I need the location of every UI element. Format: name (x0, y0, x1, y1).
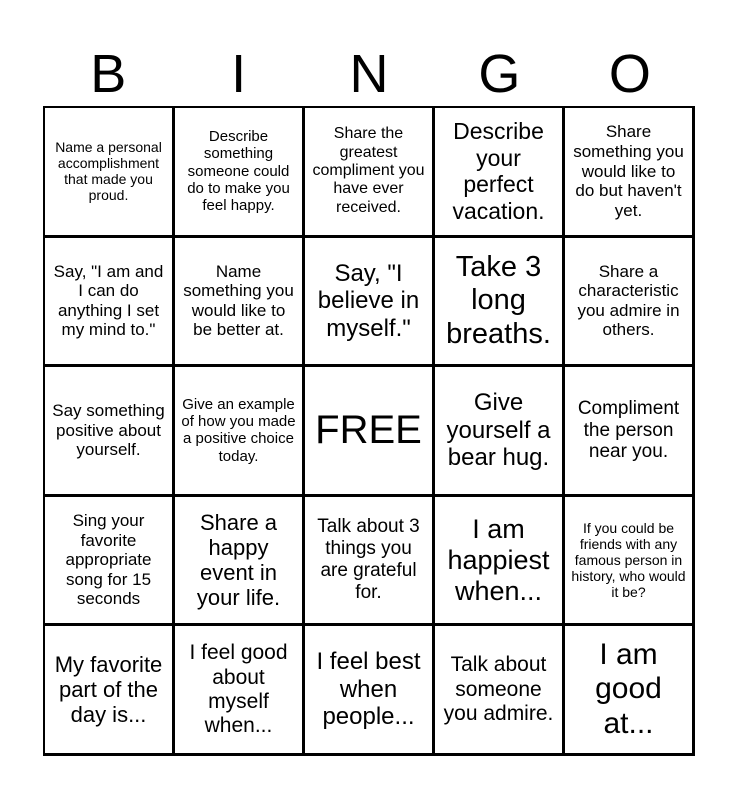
bingo-cell-r2-c4[interactable] (435, 238, 565, 368)
header-letter-b: B (90, 44, 127, 104)
cell-text: Give yourself a bear hug. (446, 389, 551, 472)
cell-text: I feel best when people... (316, 648, 421, 731)
bingo-cell-r5-c1[interactable] (45, 626, 175, 756)
bingo-cell-r3-c5[interactable] (565, 367, 695, 497)
bingo-cell-r1-c1[interactable] (45, 108, 175, 238)
bingo-header (43, 42, 695, 106)
bingo-cell-r4-c5[interactable] (565, 497, 695, 627)
cell-text: FREE (315, 408, 422, 453)
bingo-cell-r1-c4[interactable] (435, 108, 565, 238)
bingo-cell-r2-c3[interactable] (305, 238, 435, 368)
bingo-cell-r2-c5[interactable] (565, 238, 695, 368)
cell-text: Share a happy event in your life. (196, 509, 281, 611)
cell-text: Describe something someone could do to make you feel happy. (187, 128, 290, 215)
bingo-grid (43, 106, 695, 756)
cell-text: Compliment the person near you. (577, 397, 680, 463)
cell-text: Say something positive about yourself. (52, 401, 165, 460)
bingo-cell-r3-c4[interactable] (435, 367, 565, 497)
cell-text: Say, "I am and I can do anything I set my mind to." (53, 261, 164, 340)
cell-text: Name a personal accomplishment that made you proud. (55, 139, 162, 204)
header-letter-o: O (608, 44, 651, 104)
bingo-cell-r2-c1[interactable] (45, 238, 175, 368)
header-letter-i: I (231, 44, 247, 104)
cell-text: I feel good about myself when... (189, 641, 288, 737)
bingo-cell-r5-c3[interactable] (305, 626, 435, 756)
cell-text: Describe your perfect vacation. (452, 118, 545, 224)
header-letter-n: N (349, 44, 389, 104)
bingo-cell-r5-c5[interactable] (565, 626, 695, 756)
bingo-cell-r4-c4[interactable] (435, 497, 565, 627)
bingo-cell-r4-c1[interactable] (45, 497, 175, 627)
bingo-cell-r4-c3[interactable] (305, 497, 435, 627)
bingo-cell-r3-c1[interactable] (45, 367, 175, 497)
cell-text: If you could be friends with any famous person in history, who would it be? (571, 519, 686, 601)
bingo-cell-r1-c2[interactable] (175, 108, 305, 238)
cell-text: I am good at... (595, 637, 662, 740)
cell-text: I am happiest when... (447, 513, 550, 606)
bingo-cell-r3-c2[interactable] (175, 367, 305, 497)
cell-text: Name something you would like to be better at. (183, 261, 294, 340)
cell-text: Sing your favorite appropriate song for 15 seconds (65, 511, 152, 609)
cell-text: Share a characteristic you admire in others. (577, 261, 680, 340)
header-letter-g: G (478, 44, 521, 104)
bingo-cell-r4-c2[interactable] (175, 497, 305, 627)
cell-text: Share the greatest compliment you have ever received. (312, 125, 425, 216)
bingo-cell-r1-c5[interactable] (565, 108, 695, 238)
cell-text: Give an example of how you made a positive choice today. (181, 395, 296, 465)
cell-text: Share something you would like to do but haven't yet. (573, 122, 684, 220)
bingo-cell-r2-c2[interactable] (175, 238, 305, 368)
bingo-cell-r1-c3[interactable] (305, 108, 435, 238)
bingo-cell-free[interactable] (305, 367, 435, 497)
cell-text: Talk about 3 things you are grateful for. (317, 516, 420, 603)
cell-text: Say, "I believe in myself." (317, 259, 420, 342)
cell-text: My favorite part of the day is... (54, 651, 163, 728)
bingo-cell-r5-c2[interactable] (175, 626, 305, 756)
bingo-cell-r5-c4[interactable] (435, 626, 565, 756)
cell-text: Take 3 long breaths. (446, 250, 551, 350)
cell-text: Talk about someone you admire. (443, 653, 554, 725)
